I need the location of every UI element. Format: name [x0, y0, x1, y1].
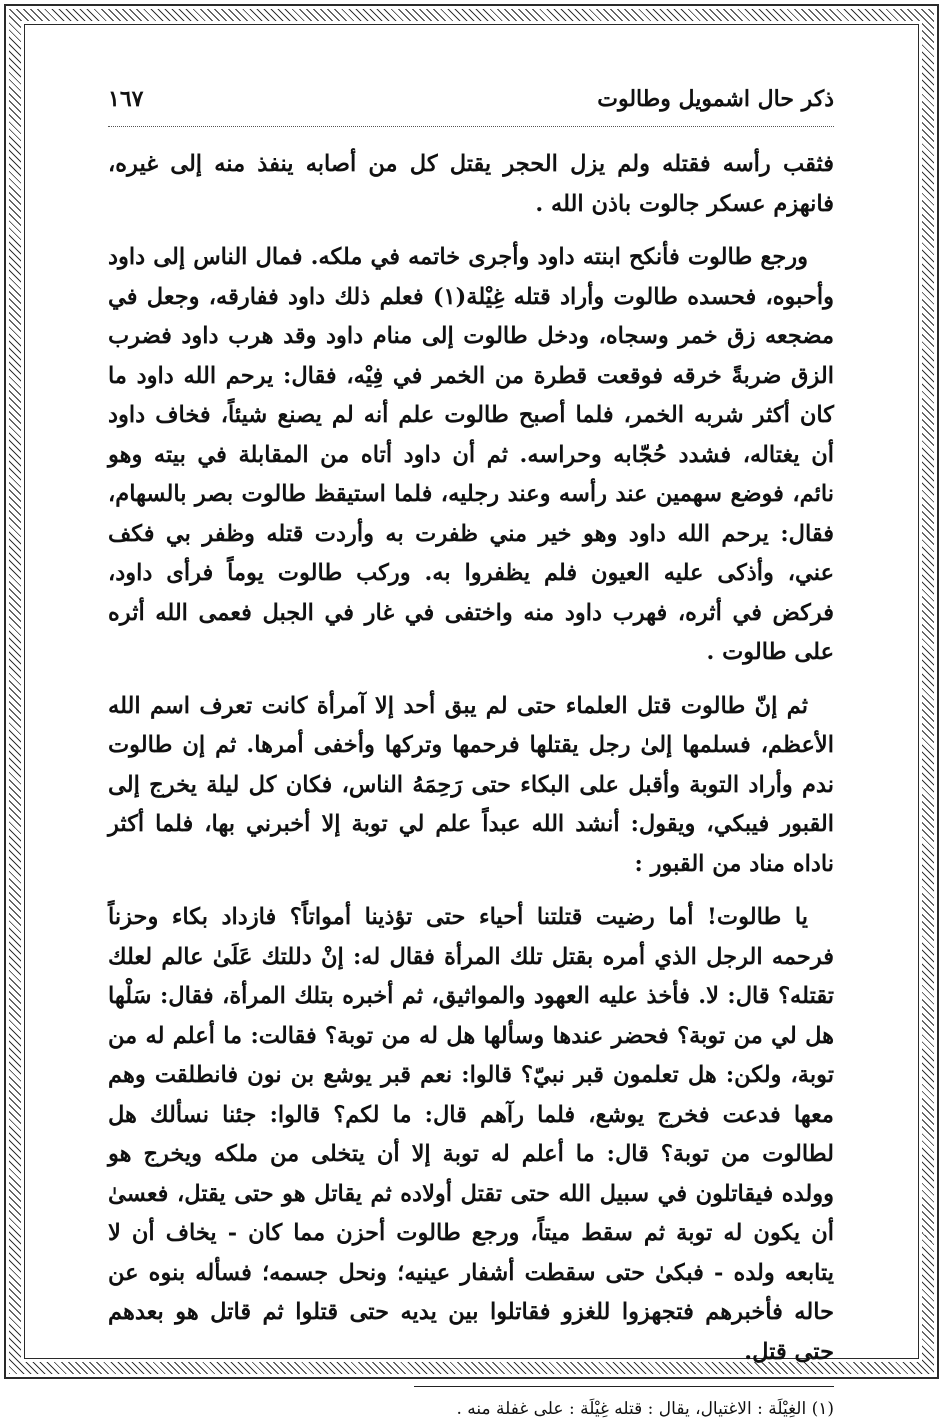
- footnote-divider: [414, 1386, 834, 1387]
- paragraph-1: فثقب رأسه فقتله ولم يزل الحجر يقتل كل من أصابه ينفذ منه إلى غيره، فانهزم عسكر جالوت باذن الله .: [108, 151, 834, 217]
- page-header: [108, 82, 834, 127]
- body-text: [108, 145, 834, 1372]
- running-title: ذكر حال اشمويل وطالوت: [597, 86, 834, 112]
- page-number: ١٦٧: [108, 86, 144, 112]
- paragraph-2: ورجع طالوت فأنكح ابنته داود وأجرى خاتمه في ملكه. فمال الناس إلى داود وأحبوه، فحسده طالوت وأراد قتله غِيْلة(١) فعلم ذلك داود ففارقه، وجعل في مضجعه زق خمر وسجاه، ودخل طالوت إلى منام داود وقد هرب داود فضرب الزق ضربةً خرقه فوقعت قطرة من الخمر في فِيْه، فقال: يرحم الله داود ما كان أكثر شربه الخمر، فلما أصبح طالوت علم أنه لم يصنع شيئاً، فخاف داود أن يغتاله، فشدد حُجّابه وحراسه. ثم أن داود أتاه من المقابلة في بيته وهو نائم، فوضع سهمين عند رأسه وعند رجليه، فلما استيقظ طالوت بصر بالسهام، فقال: يرحم الله داود وهو خير مني ظفرت به وأردت قتله وظفر بي فكف عني، وأذكى عليه العيون فلم يظفروا به. وركب طالوت يوماً فرأى داود، فركض في أثره، فهرب داود منه واختفى في غار في الجبل فعمى الله أثره على طالوت .: [108, 244, 834, 665]
- footnote: (١) الغِيْلَة : الاغتيال، يقال : قتله غِيْلَة : على غفلة منه .: [456, 1399, 834, 1419]
- book-page: [108, 82, 834, 1419]
- paragraph-4: يا طالوت! أما رضيت قتلتنا أحياء حتى تؤذينا أمواتاً؟ فازداد بكاء وحزناً فرحمه الرجل الذي أمره بقتل تلك المرأة فقال له: إنْ دللتك عَلَىٰ عالم لعلك تقتله؟ قال: لا. فأخذ عليه العهود والمواثيق، ثم أخبره بتلك المرأة، فقال: سَلْها هل لي من توبة؟ فحضر عندها وسألها هل له من توبة؟ فقالت: ما أعلم له من توبة، ولكن: هل تعلمون قبر نبيّ؟ قالوا: نعم قبر يوشع بن نون فانطلقت وهم معها فدعت فخرج يوشع، فلما رآهم قال: ما لكم؟ قالوا: جئنا نسألك هل لطالوت من توبة؟ قال: ما أعلم له توبة إلا أن يتخلى من ملكه ويخرج هو وولده فيقاتلون في سبيل الله حتى تقتل أولاده ثم يقاتل هو حتى يقتل، فعسىٰ أن يكون له توبة ثم سقط ميتاً، ورجع طالوت أحزن مما كان - يخاف أن لا يتابعه ولده - فبكىٰ حتى سقطت أشفار عينيه؛ ونحل جسمه؛ فسأله بنوه عن حاله فأخبرهم فتجهزوا للغزو فقاتلوا بين يديه حتى قتلوا ثم قاتل هو بعدهم حتى قتل.: [108, 904, 834, 1365]
- paragraph-3: ثم إنّ طالوت قتل العلماء حتى لم يبق أحد إلا آمرأة كانت تعرف اسم الله الأعظم، فسلمها إلىٰ رجل يقتلها فرحمها وتركها وأخفى أمرها. ثم إن طالوت ندم وأراد التوبة وأقبل على البكاء حتى رَحِمَهُ الناس، فكان كل ليلة يخرج إلى القبور فيبكي، ويقول: أنشد الله عبداً علم لي توبة إلا أخبرني بها، فلما أكثر ناداه مناد من القبور :: [108, 692, 834, 877]
